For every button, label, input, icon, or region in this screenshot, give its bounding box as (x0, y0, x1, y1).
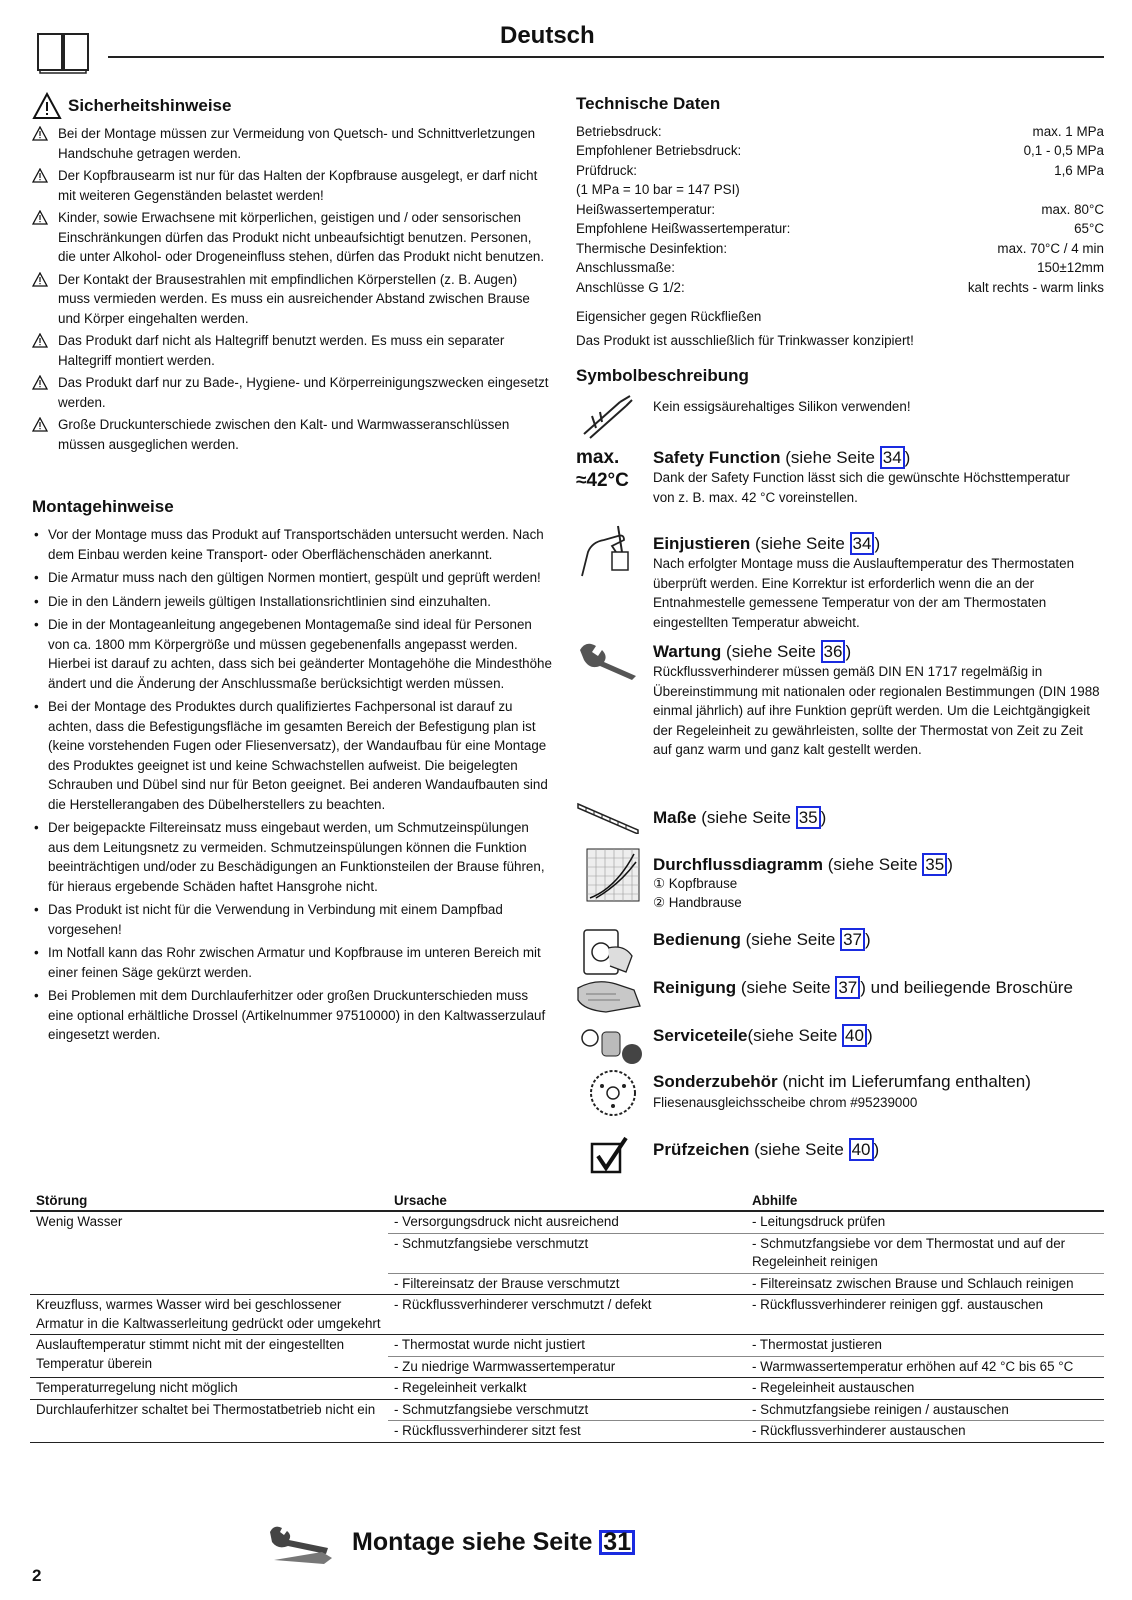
adjust-desc: Nach erfolgter Montage muss die Auslauftemperatur des Thermostaten überprüft werden. Eine Korrektur ist erforderlich wenn die an der Entnahmestelle gemessene Temperatur von der am Thermostaten eingestellten Temperatur abweicht. (653, 556, 1075, 630)
tech-row (576, 239, 1104, 259)
flow-ref: (siehe Seite (823, 855, 923, 874)
safety-item-text: Kinder, sowie Erwachsene mit körperlichen, geistigen und / oder sensorischen Einschränkungen dürfen das Produkt nicht unbeaufsichtigt benutzen. Personen, die unter Alkohol- oder Drogeneinfluss stehen, dürfen das Produkt nicht benutzen. (58, 210, 545, 264)
safety-item-text: Das Produkt darf nicht als Haltegriff benutzt werden. Es muss ein separater Haltegriff montiert werden. (58, 333, 505, 368)
montage-item: • Die in der Montageanleitung angegebenen Montagemaße sind ideal für Personen von ca. 1800 mm Körpergröße und müssen gegebenenfalls angepasst werden. Hierbei ist darauf zu achten, dass sich bei geänderter Montagehöhe die Mindesthöhe ändert und die Änderung der Anschlussmaße berücksichtigt werden müssen. (32, 615, 552, 693)
symbols-title: Symbolbeschreibung (576, 366, 749, 385)
warning-icon (32, 92, 62, 120)
tech-value: max. 80°C (1041, 201, 1104, 217)
montage-item: • Bei der Montage des Produktes durch qualifiziertes Fachpersonal ist darauf zu achten, dass die Befestigungsfläche im gesamten Bereich der Befestigung plan ist (keine vorstehenden Fugen oder Fliesenversatz), der Wandaufbau für eine Montage des Produktes geeignet ist und keine Schwachstellen aufweist. Die beigelegten Schrauben und Dübel sind nur für Beton geeignet. Bei anderen Wandaufbauten sind die Herstellerangaben des Dübelherstellers zu beachten. (32, 697, 552, 814)
montage-list (32, 525, 552, 1045)
montage-item: • Bei Problemen mit dem Durchlauferhitzer oder großen Druckunterschieden muss eine optional erhältliche Drossel (Artikelnummer 97510000) in den Kaltwasserzulauf eingesetzt werden. (32, 986, 552, 1045)
operation-name: Bedienung (653, 930, 741, 949)
tech-key: Empfohlene Heißwassertemperatur: (576, 221, 791, 236)
checkmark-icon (590, 1136, 630, 1176)
warning-icon (32, 210, 48, 225)
maintenance-name: Wartung (653, 642, 722, 661)
fix-cell: - Rückflussverhinderer reinigen ggf. austauschen (746, 1295, 1104, 1335)
montage-item: • Die Armatur muss nach den gültigen Normen montiert, gespült und geprüft werden! (32, 568, 552, 588)
tech-section (576, 94, 1104, 350)
table-row (30, 1335, 1104, 1357)
tech-key: Anschlussmaße: (576, 260, 675, 275)
dimensions-heading (653, 806, 826, 829)
cause-cell: - Thermostat wurde nicht justiert (388, 1335, 746, 1357)
ruler-icon (576, 800, 640, 834)
fix-cell: - Warmwassertemperatur erhöhen auf 42 °C bis 65 °C (746, 1356, 1104, 1378)
safety-item-text: Bei der Montage müssen zur Vermeidung von Quetsch- und Schnittverletzungen Handschuhe getragen werden. (58, 126, 536, 161)
test-mark-ref: (siehe Seite (749, 1140, 849, 1159)
page-link-40b[interactable]: 40 (849, 1138, 874, 1161)
page-link-34[interactable]: 34 (880, 446, 905, 469)
page-link-35[interactable]: 35 (796, 806, 821, 829)
service-parts-ref: (siehe Seite (747, 1026, 843, 1045)
tech-row (576, 258, 1104, 278)
safety-item (32, 166, 552, 205)
max-label: max. (576, 447, 620, 468)
header-rule (108, 56, 1104, 58)
column-header: Störung (30, 1190, 388, 1211)
cause-cell: - Schmutzfangsiebe verschmutzt (388, 1233, 746, 1273)
cleaning-suffix: und beiliegende Broschüre (865, 978, 1073, 997)
tech-key: Prüfdruck: (576, 162, 638, 178)
safety-item-text: Das Produkt darf nur zu Bade-, Hygiene- und Körperreinigungszwecken eingesetzt werden. (58, 375, 549, 410)
problem-cell: Durchlauferhitzer schaltet bei Thermostatbetrieb nicht ein (30, 1399, 388, 1442)
maintenance-desc: Rückflussverhinderer müssen gemäß DIN EN 1717 regelmäßig in Übereinstimmung mit nationalen oder regionalen Bestimmungen (DIN 1988 einmal jährlich) auf ihre Funktion geprüft werden. Um die Leichtgängigkeit der Regeleinheit zu gewährleisten, sollte der Thermostat von Zeit zu Zeit auf ganz warm und ganz kalt gestellt werden. (653, 664, 1100, 757)
fix-cell: - Schmutzfangsiebe reinigen / austauschen (746, 1399, 1104, 1421)
tech-value: 0,1 - 0,5 MPa (1023, 143, 1104, 158)
page-link-31[interactable]: 31 (599, 1530, 635, 1555)
tech-key: Betriebsdruck: (576, 123, 662, 139)
adjust-heading (653, 532, 880, 555)
montage-item: • Das Produkt ist nicht für die Verwendung in Verbindung mit einem Dampfbad vorgesehen! (32, 900, 552, 939)
service-parts-heading (653, 1024, 873, 1047)
fix-cell: - Leitungsdruck prüfen (746, 1211, 1104, 1233)
cause-cell: - Regeleinheit verkalkt (388, 1378, 746, 1400)
warning-icon (32, 417, 48, 432)
cause-cell: - Schmutzfangsiebe verschmutzt (388, 1399, 746, 1421)
cleaning-heading (653, 976, 1073, 999)
page-link-34b[interactable]: 34 (850, 532, 875, 555)
accessory-ref: (nicht im Lieferumfang enthalten) (777, 1072, 1031, 1091)
close-paren: ) (845, 642, 852, 661)
page-link-40[interactable]: 40 (842, 1024, 867, 1047)
book-icon (36, 30, 90, 74)
tech-value: 150±12mm (1037, 260, 1104, 275)
maintenance-heading (653, 640, 851, 663)
safety-item-text: Der Kopfbrausearm ist nur für das Halten der Kopfbrause ausgelegt, er darf nicht mit weiteren Gegenständen belastet werden! (58, 168, 538, 203)
tech-value: max. 1 MPa (1032, 123, 1104, 139)
page-link-35b[interactable]: 35 (922, 853, 947, 876)
tools-icon (268, 1524, 334, 1566)
tech-table (576, 122, 1104, 298)
table-row (30, 1295, 1104, 1335)
tech-row (576, 200, 1104, 220)
cause-cell: - Filtereinsatz der Brause verschmutzt (388, 1273, 746, 1295)
tech-row (576, 122, 1104, 142)
close-paren: ) (873, 1140, 880, 1159)
wrench-icon (578, 640, 642, 680)
cleaning-icon (576, 976, 642, 1016)
flow-legend-2: ② Handbrause (653, 895, 742, 910)
safety-function-desc: Dank der Safety Function lässt sich die gewünschte Höchsttemperatur von z. B. max. 42 °C voreinstellen. (653, 470, 1070, 505)
tech-row (576, 141, 1104, 161)
test-mark-name: Prüfzeichen (653, 1140, 750, 1159)
max-temp-symbol (576, 446, 629, 492)
montage-section (32, 497, 552, 1049)
cause-cell: - Rückflussverhinderer sitzt fest (388, 1421, 746, 1443)
flow-legend-1: ① Kopfbrause (653, 876, 738, 891)
fix-cell: - Filtereinsatz zwischen Brause und Schlauch reinigen (746, 1273, 1104, 1295)
warning-icon (32, 375, 48, 390)
tech-title: Technische Daten (576, 94, 721, 113)
montage-item: • Vor der Montage muss das Produkt auf Transportschäden untersucht werden. Nach dem Einbau werden keine Transport- oder Oberflächenschäden anerkannt. (32, 525, 552, 564)
column-header: Ursache (388, 1190, 746, 1211)
table-row (30, 1399, 1104, 1421)
safety-title: Sicherheitshinweise (68, 96, 232, 115)
warning-icon (32, 333, 48, 348)
cause-cell: - Zu niedrige Warmwassertemperatur (388, 1356, 746, 1378)
safety-item-text: Der Kontakt der Brausestrahlen mit empfindlichen Körperstellen (z. B. Augen) muss vermieden werden. Es muss ein ausreichender Abstand zwischen Brause und Körper eingehalten werden. (58, 271, 530, 326)
page-title: Deutsch (500, 22, 595, 49)
close-paren: ) (947, 855, 953, 874)
accessory-name: Sonderzubehör (653, 1072, 778, 1091)
problem-cell: Kreuzfluss, warmes Wasser wird bei geschlossener Armatur in die Kaltwasserleitung gedrückt oder umgekehrt (30, 1295, 388, 1335)
montage-item: • Der beigepackte Filtereinsatz muss eingebaut werden, um Schmutzeinspülungen aus dem Leitungsnetz zu vermeiden. Schmutzeinspülungen können die Funktion beeinträchtigen und/oder zu Beschädigungen an Funktionsteilen der Brause führen, für hieraus ergebende Schäden haftet Hansgrohe nicht. (32, 818, 552, 896)
thermometer-hand-icon (578, 522, 638, 580)
accessory-disc-icon (588, 1068, 638, 1118)
fix-cell: - Rückflussverhinderer austauschen (746, 1421, 1104, 1443)
footer-montage-ref (352, 1528, 635, 1557)
safety-function-ref: (siehe Seite (780, 448, 880, 467)
montage-item: • Im Notfall kann das Rohr zwischen Armatur und Kopfbrause im unteren Bereich mit einer feinen Säge gekürzt werden. (32, 943, 552, 982)
adjust-name: Einjustieren (653, 534, 751, 553)
safety-item (32, 124, 552, 163)
operation-icon (580, 926, 636, 978)
accessory-heading (653, 1072, 1031, 1092)
tech-key: Anschlüsse G 1/2: (576, 279, 685, 295)
table-row (30, 1378, 1104, 1400)
tech-row (576, 180, 1104, 200)
tech-row (576, 161, 1104, 181)
tech-key: Thermische Desinfektion: (576, 240, 728, 256)
close-paren: ) (860, 978, 866, 997)
operation-heading (653, 928, 871, 951)
column-header: Abhilfe (746, 1190, 1104, 1211)
silicone-note: Kein essigsäurehaltiges Silikon verwenden! (653, 399, 911, 414)
close-paren: ) (865, 930, 871, 949)
operation-ref: (siehe Seite (740, 930, 841, 949)
close-paren: ) (820, 808, 827, 827)
cause-cell: - Versorgungsdruck nicht ausreichend (388, 1211, 746, 1233)
safety-item-text: Große Druckunterschiede zwischen den Kalt- und Warmwasseranschlüssen müssen ausgeglichen werden. (58, 417, 510, 452)
fix-cell: - Thermostat justieren (746, 1335, 1104, 1357)
page-link-36[interactable]: 36 (821, 640, 846, 663)
problem-cell: Auslauftemperatur stimmt nicht mit der eingestellten Temperatur überein (30, 1335, 388, 1378)
safety-function-heading (653, 446, 910, 469)
tech-row (576, 219, 1104, 239)
tech-value: kalt rechts - warm links (967, 279, 1104, 295)
page-link-37b[interactable]: 37 (835, 976, 860, 999)
maintenance-ref: (siehe Seite (721, 642, 821, 661)
problem-cell: Wenig Wasser (30, 1211, 388, 1295)
tech-key: Empfohlener Betriebsdruck: (576, 143, 742, 158)
close-paren: ) (904, 448, 911, 467)
table-row (30, 1211, 1104, 1233)
cleaning-ref: (siehe Seite (736, 978, 836, 997)
safety-item (32, 270, 552, 329)
safety-function-name: Safety Function (653, 448, 781, 467)
warning-icon (32, 168, 48, 183)
montage-title: Montagehinweise (32, 497, 174, 516)
adjust-ref: (siehe Seite (750, 534, 850, 553)
page-link-37[interactable]: 37 (840, 928, 865, 951)
accessory-desc: Fliesenausgleichsscheibe chrom #95239000 (653, 1095, 918, 1110)
service-parts-name: Serviceteile (653, 1026, 748, 1045)
table-header (30, 1190, 1104, 1211)
dimensions-name: Maße (653, 808, 697, 827)
flow-name: Durchflussdiagramm (653, 855, 824, 874)
flow-diagram-icon (586, 848, 640, 902)
problem-cell: Temperaturregelung nicht möglich (30, 1378, 388, 1400)
dimensions-ref: (siehe Seite (696, 808, 796, 827)
service-parts-icon (578, 1024, 644, 1070)
close-paren: ) (874, 534, 881, 553)
tech-value: max. 70°C / 4 min (997, 240, 1104, 256)
close-paren: ) (866, 1026, 873, 1045)
fix-cell: - Regeleinheit austauschen (746, 1378, 1104, 1400)
warning-icon (32, 272, 48, 287)
warning-icon (32, 126, 48, 141)
cause-cell: - Rückflussverhinderer verschmutzt / defekt (388, 1295, 746, 1335)
tech-key: Heißwassertemperatur: (576, 201, 716, 217)
flow-heading (653, 853, 953, 876)
tech-value: 1,6 MPa (1054, 162, 1104, 178)
page-number: 2 (32, 1566, 42, 1585)
fix-cell: - Schmutzfangsiebe vor dem Thermostat und auf der Regeleinheit reinigen (746, 1233, 1104, 1273)
safety-item (32, 331, 552, 370)
test-mark-heading (653, 1138, 879, 1161)
troubleshooting-table (30, 1190, 1104, 1443)
cleaning-name: Reinigung (653, 978, 737, 997)
tech-note-backflow: Eigensicher gegen Rückfließen (576, 309, 762, 324)
safety-item (32, 373, 552, 412)
silicone-gun-icon (580, 394, 634, 440)
safety-item (32, 208, 552, 267)
footer-label: Montage siehe Seite (352, 1528, 600, 1556)
tech-note-drinking: Das Produkt ist ausschließlich für Trinkwasser konzipiert! (576, 332, 914, 348)
max-temp: ≈42°C (576, 470, 629, 491)
tech-row (576, 278, 1104, 298)
safety-list (32, 124, 552, 454)
tech-key: (1 MPa = 10 bar = 147 PSI) (576, 182, 740, 197)
tech-value: 65°C (1074, 221, 1104, 236)
safety-item (32, 415, 552, 454)
safety-section (32, 92, 552, 457)
montage-item: • Die in den Ländern jeweils gültigen Installationsrichtlinien sind einzuhalten. (32, 592, 552, 612)
